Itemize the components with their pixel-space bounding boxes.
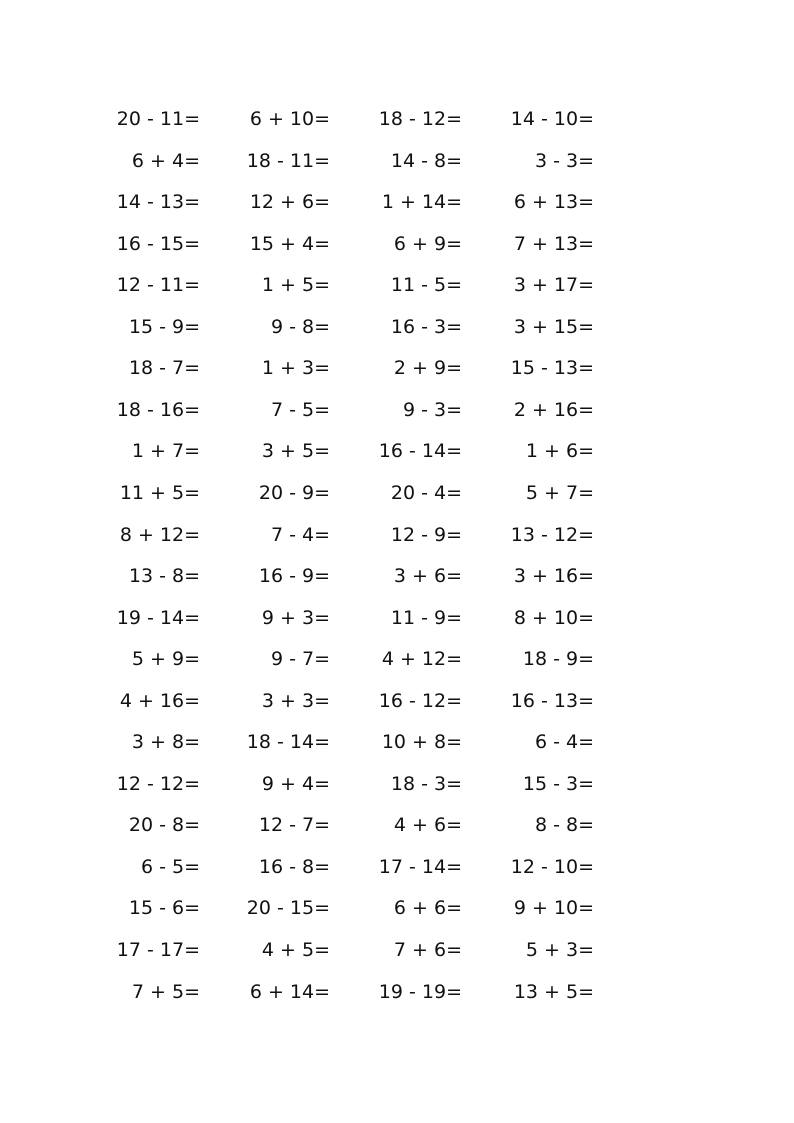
problem-c2-r7: 1 + 3= — [261, 357, 330, 379]
problem-c2-r15: 3 + 3= — [261, 690, 330, 712]
problem-c1-r4: 16 - 15= — [116, 233, 200, 255]
problem-c2-r1: 6 + 10= — [249, 108, 330, 130]
problem-c3-r8: 9 - 3= — [402, 399, 462, 421]
problem-c3-r19: 17 - 14= — [378, 856, 462, 878]
problem-c4-r3: 6 + 13= — [513, 191, 594, 213]
problem-c1-r10: 11 + 5= — [119, 482, 200, 504]
problem-c2-r16: 18 - 14= — [246, 731, 330, 753]
problem-c1-r13: 19 - 14= — [116, 607, 200, 629]
problem-c1-r19: 6 - 5= — [140, 856, 200, 878]
problem-c3-r14: 4 + 12= — [381, 648, 462, 670]
problem-c1-r2: 6 + 4= — [131, 150, 200, 172]
problem-c2-r10: 20 - 9= — [258, 482, 330, 504]
problem-c1-r20: 15 - 6= — [128, 897, 200, 919]
problem-c2-r5: 1 + 5= — [261, 274, 330, 296]
problem-c3-r15: 16 - 12= — [378, 690, 462, 712]
problem-c4-r12: 3 + 16= — [513, 565, 594, 587]
problem-c4-r19: 12 - 10= — [510, 856, 594, 878]
problem-c2-r14: 9 - 7= — [270, 648, 330, 670]
problem-c2-r11: 7 - 4= — [270, 524, 330, 546]
problem-c4-r22: 13 + 5= — [513, 981, 594, 1003]
problem-c3-r20: 6 + 6= — [393, 897, 462, 919]
problem-c4-r9: 1 + 6= — [525, 440, 594, 462]
problem-c2-r8: 7 - 5= — [270, 399, 330, 421]
problem-c1-r14: 5 + 9= — [131, 648, 200, 670]
problem-c4-r18: 8 - 8= — [534, 814, 594, 836]
problem-c2-r3: 12 + 6= — [249, 191, 330, 213]
problem-c2-r12: 16 - 9= — [258, 565, 330, 587]
problem-c1-r3: 14 - 13= — [116, 191, 200, 213]
problem-c4-r5: 3 + 17= — [513, 274, 594, 296]
problem-c3-r12: 3 + 6= — [393, 565, 462, 587]
problem-c1-r7: 18 - 7= — [128, 357, 200, 379]
problem-c4-r17: 15 - 3= — [522, 773, 594, 795]
problem-c4-r21: 5 + 3= — [525, 939, 594, 961]
problem-c1-r6: 15 - 9= — [128, 316, 200, 338]
problem-c4-r1: 14 - 10= — [510, 108, 594, 130]
problem-c4-r6: 3 + 15= — [513, 316, 594, 338]
problem-c1-r12: 13 - 8= — [128, 565, 200, 587]
problem-c2-r19: 16 - 8= — [258, 856, 330, 878]
problem-c3-r3: 1 + 14= — [381, 191, 462, 213]
problem-c3-r6: 16 - 3= — [390, 316, 462, 338]
problem-c3-r13: 11 - 9= — [390, 607, 462, 629]
problem-c4-r15: 16 - 13= — [510, 690, 594, 712]
problem-c3-r7: 2 + 9= — [393, 357, 462, 379]
problem-c4-r4: 7 + 13= — [513, 233, 594, 255]
problem-c4-r16: 6 - 4= — [534, 731, 594, 753]
problem-c2-r21: 4 + 5= — [261, 939, 330, 961]
problem-c1-r1: 20 - 11= — [116, 108, 200, 130]
problem-c2-r9: 3 + 5= — [261, 440, 330, 462]
problem-c1-r21: 17 - 17= — [116, 939, 200, 961]
problem-c3-r21: 7 + 6= — [393, 939, 462, 961]
problem-c2-r2: 18 - 11= — [246, 150, 330, 172]
problem-c1-r15: 4 + 16= — [119, 690, 200, 712]
problem-c3-r2: 14 - 8= — [390, 150, 462, 172]
problem-c4-r8: 2 + 16= — [513, 399, 594, 421]
problem-c4-r20: 9 + 10= — [513, 897, 594, 919]
problem-c3-r11: 12 - 9= — [390, 524, 462, 546]
problem-c3-r17: 18 - 3= — [390, 773, 462, 795]
problem-c1-r18: 20 - 8= — [128, 814, 200, 836]
problem-c3-r5: 11 - 5= — [390, 274, 462, 296]
problem-c2-r18: 12 - 7= — [258, 814, 330, 836]
problem-c2-r6: 9 - 8= — [270, 316, 330, 338]
problem-c3-r16: 10 + 8= — [381, 731, 462, 753]
problem-c1-r17: 12 - 12= — [116, 773, 200, 795]
problem-c1-r11: 8 + 12= — [119, 524, 200, 546]
problem-c2-r17: 9 + 4= — [261, 773, 330, 795]
problem-c1-r22: 7 + 5= — [131, 981, 200, 1003]
problem-c3-r9: 16 - 14= — [378, 440, 462, 462]
problem-c1-r5: 12 - 11= — [116, 274, 200, 296]
problem-c1-r8: 18 - 16= — [116, 399, 200, 421]
problem-c3-r18: 4 + 6= — [393, 814, 462, 836]
problem-c4-r11: 13 - 12= — [510, 524, 594, 546]
problem-c4-r13: 8 + 10= — [513, 607, 594, 629]
problem-c2-r13: 9 + 3= — [261, 607, 330, 629]
problem-c4-r2: 3 - 3= — [534, 150, 594, 172]
problem-c2-r22: 6 + 14= — [249, 981, 330, 1003]
problem-c1-r16: 3 + 8= — [131, 731, 200, 753]
problem-c3-r22: 19 - 19= — [378, 981, 462, 1003]
problem-c2-r4: 15 + 4= — [249, 233, 330, 255]
problem-c4-r7: 15 - 13= — [510, 357, 594, 379]
problem-c4-r14: 18 - 9= — [522, 648, 594, 670]
problem-c3-r1: 18 - 12= — [378, 108, 462, 130]
problem-c3-r4: 6 + 9= — [393, 233, 462, 255]
problem-c4-r10: 5 + 7= — [525, 482, 594, 504]
problem-c3-r10: 20 - 4= — [390, 482, 462, 504]
problem-c2-r20: 20 - 15= — [246, 897, 330, 919]
problem-c1-r9: 1 + 7= — [131, 440, 200, 462]
